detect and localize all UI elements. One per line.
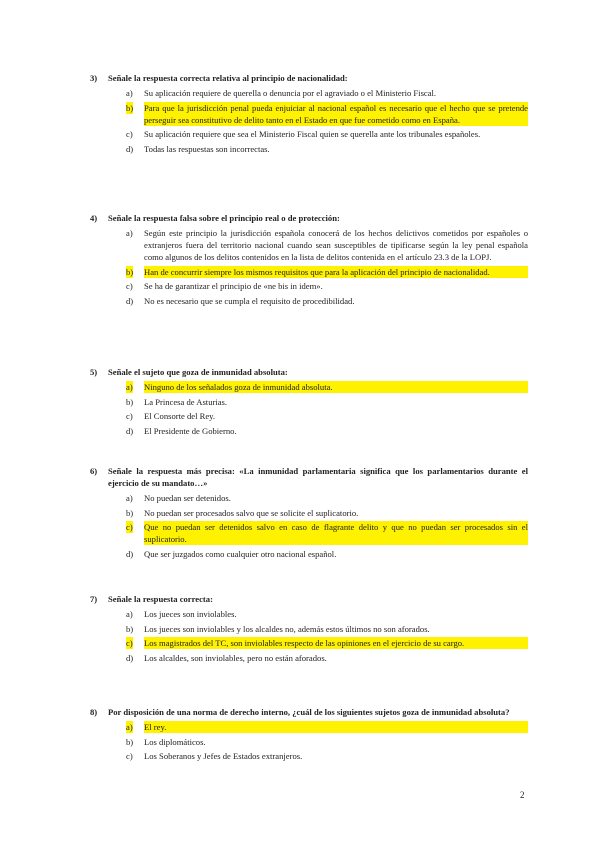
question-number: 3) bbox=[90, 73, 98, 83]
answer-option-highlighted bbox=[90, 102, 528, 126]
answer-letter: c) bbox=[126, 411, 133, 421]
answer-text: Los diplomáticos. bbox=[144, 736, 206, 747]
answer-option bbox=[90, 652, 528, 664]
answer-text: Los Soberanos y Jefes de Estados extranjeros. bbox=[144, 751, 303, 761]
answer-letter: a) bbox=[126, 493, 133, 503]
answer-letter: b) bbox=[126, 102, 134, 113]
answer-text: Los alcaldes, son inviolables, pero no están aforados. bbox=[144, 652, 327, 663]
answer-text: Se ha de garantizar el principio de «ne bis in idem». bbox=[144, 281, 323, 291]
answer-text: No puedan ser procesados salvo que se solicite el suplicatorio. bbox=[144, 507, 359, 518]
answer-text: Todas las respuestas son incorrectas. bbox=[144, 143, 270, 154]
answer-option bbox=[90, 143, 528, 155]
answer-letter: d) bbox=[126, 295, 134, 306]
question-heading bbox=[90, 212, 528, 224]
question-number: 8) bbox=[90, 707, 98, 717]
question-text: Señale la respuesta falsa sobre el principio real o de protección: bbox=[108, 213, 340, 223]
answer-text: Su aplicación requiere que sea el Ministerio Fiscal quien se querella ante los tribunales españoles. bbox=[144, 129, 481, 139]
answer-list bbox=[90, 608, 528, 664]
answer-text: Que ser juzgados como cualquier otro nacional español. bbox=[144, 548, 337, 559]
answer-text: Según este principio la jurisdicción española conocerá de los hechos delictivos cometidos por españoles o extranjeros fuera del territorio nacional cuando sean susceptibles de tipificarse según la ley penal española como algunos de los delitos contenidos en la lista de delitos contenida en el artículo 23.3 de la LOPJ. bbox=[144, 228, 528, 262]
question-6 bbox=[90, 465, 528, 562]
question-heading bbox=[90, 72, 528, 84]
question-text: Señale la respuesta correcta relativa al principio de nacionalidad: bbox=[108, 73, 348, 83]
answer-option bbox=[90, 608, 528, 620]
answer-letter: a) bbox=[126, 722, 133, 732]
answer-option bbox=[90, 227, 528, 263]
answer-letter: b) bbox=[126, 623, 134, 634]
answer-text: Que no puedan ser detenidos salvo en caso de flagrante delito y que no puedan ser procesados sin el suplicatorio. bbox=[144, 522, 528, 544]
question-number: 7) bbox=[90, 594, 98, 604]
question-text: Señale la respuesta más precisa: «La inmunidad parlamentaria significa que los parlamentarios durante el ejercicio de su mandato…» bbox=[108, 466, 528, 488]
question-text: Por disposición de una norma de derecho interno, ¿cuál de los siguientes sujetos goza de inmunidad absoluta? bbox=[108, 707, 510, 717]
question-heading bbox=[90, 366, 528, 378]
answer-option bbox=[90, 87, 528, 99]
answer-list bbox=[90, 227, 528, 307]
answer-list bbox=[90, 87, 528, 155]
answer-text: El Consorte del Rey. bbox=[144, 411, 216, 421]
answer-text: El rey. bbox=[144, 721, 528, 733]
answer-letter: c) bbox=[126, 638, 133, 648]
answer-letter: d) bbox=[126, 143, 134, 154]
answer-letter: b) bbox=[126, 736, 134, 747]
answer-text: No puedan ser detenidos. bbox=[144, 493, 231, 503]
answer-option-highlighted bbox=[90, 381, 528, 393]
answer-option bbox=[90, 295, 528, 307]
answer-option bbox=[90, 396, 528, 408]
answer-option bbox=[90, 736, 528, 748]
question-7 bbox=[90, 593, 528, 666]
question-text: Señale el sujeto que goza de inmunidad absoluta: bbox=[108, 367, 288, 377]
question-number: 6) bbox=[90, 466, 98, 476]
answer-option-highlighted bbox=[90, 721, 528, 733]
page-number: 2 bbox=[520, 790, 525, 800]
answer-letter: c) bbox=[126, 751, 133, 761]
answer-letter: b) bbox=[126, 266, 134, 277]
answer-text: Han de concurrir siempre los mismos requisitos que para la aplicación del principio de nacionalidad. bbox=[144, 266, 528, 278]
answer-list bbox=[90, 381, 528, 437]
question-heading bbox=[90, 593, 528, 605]
answer-text: Los jueces son inviolables y los alcaldes no, además estos últimos no son aforados. bbox=[144, 623, 430, 634]
question-heading bbox=[90, 465, 528, 489]
answer-text: Los jueces son inviolables. bbox=[144, 609, 237, 619]
answer-text: Para que la jurisdicción penal pueda enjuiciar al nacional español es necesario que el hecho que se pretende perseguir sea constitutivo de delito tanto en el Estado en que fue cometido como en España. bbox=[144, 102, 528, 125]
answer-text: El Presidente de Gobierno. bbox=[144, 425, 237, 436]
question-5 bbox=[90, 366, 528, 439]
answer-letter: b) bbox=[126, 396, 134, 407]
answer-option bbox=[90, 492, 528, 504]
answer-option bbox=[90, 280, 528, 292]
question-heading bbox=[90, 706, 528, 718]
answer-letter: d) bbox=[126, 548, 134, 559]
question-3 bbox=[90, 72, 528, 157]
answer-letter: d) bbox=[126, 652, 134, 663]
answer-option bbox=[90, 623, 528, 635]
answer-list bbox=[90, 492, 528, 560]
answer-letter: a) bbox=[126, 609, 133, 619]
answer-letter: a) bbox=[126, 382, 133, 392]
answer-text: Ninguno de los señalados goza de inmunidad absoluta. bbox=[144, 381, 528, 393]
answer-option bbox=[90, 750, 528, 762]
answer-letter: c) bbox=[126, 281, 133, 291]
question-number: 4) bbox=[90, 213, 98, 223]
answer-option-highlighted bbox=[90, 637, 528, 649]
answer-option bbox=[90, 425, 528, 437]
answer-letter: b) bbox=[126, 507, 134, 518]
answer-letter: c) bbox=[126, 129, 133, 139]
question-4 bbox=[90, 212, 528, 309]
answer-text: La Princesa de Asturias. bbox=[144, 396, 228, 407]
question-text: Señale la respuesta correcta: bbox=[108, 594, 213, 604]
question-number: 5) bbox=[90, 367, 98, 377]
answer-option bbox=[90, 507, 528, 519]
answer-option-highlighted bbox=[90, 521, 528, 545]
answer-letter: a) bbox=[126, 88, 133, 98]
answer-letter: a) bbox=[126, 228, 133, 238]
answer-text: No es necesario que se cumpla el requisito de procedibilidad. bbox=[144, 295, 355, 306]
question-8 bbox=[90, 706, 528, 765]
answer-option-highlighted bbox=[90, 266, 528, 278]
answer-option bbox=[90, 548, 528, 560]
answer-letter: d) bbox=[126, 425, 134, 436]
answer-option bbox=[90, 128, 528, 140]
answer-text: Los magistrados del TC, son inviolables respecto de las opiniones en el ejercicio de su cargo. bbox=[144, 637, 528, 649]
answer-letter: c) bbox=[126, 522, 133, 532]
answer-option bbox=[90, 410, 528, 422]
answer-list bbox=[90, 721, 528, 762]
answer-text: Su aplicación requiere de querella o denuncia por el agraviado o el Ministerio Fiscal. bbox=[144, 88, 437, 98]
